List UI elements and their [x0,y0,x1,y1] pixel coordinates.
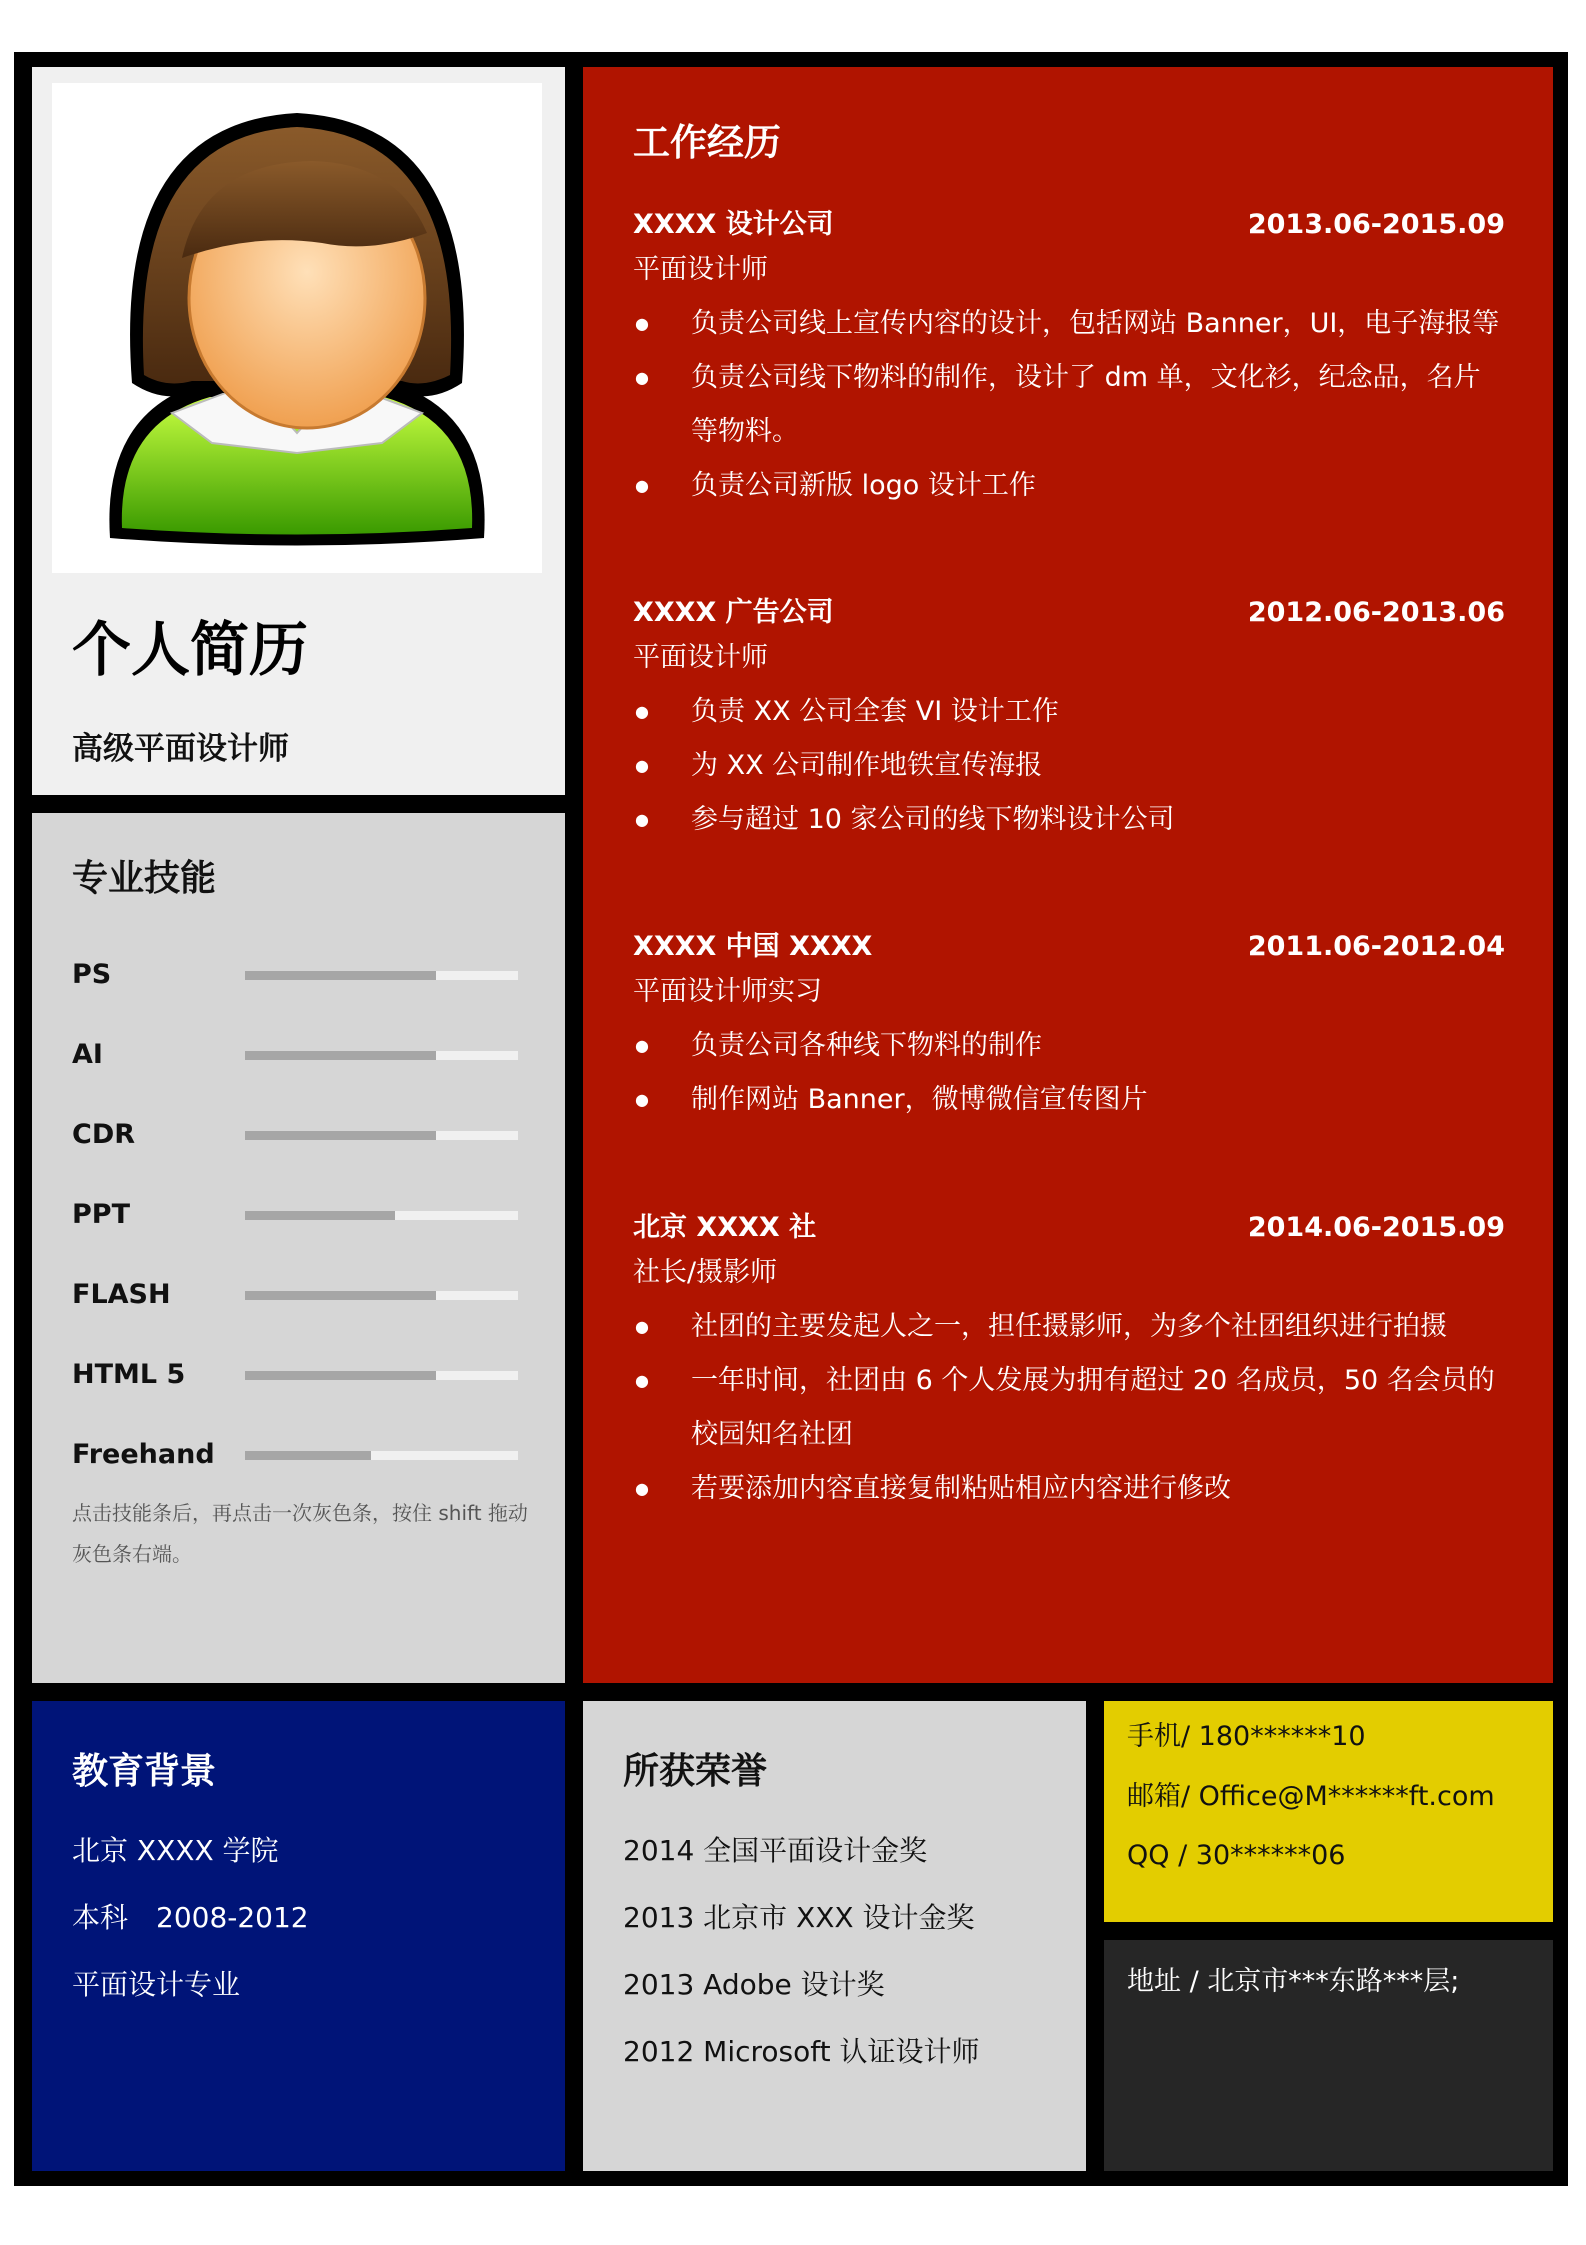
skill-row [72,1275,532,1315]
job-bullet: ● 若要添加内容直接复制粘贴相应内容进行修改 [633,1462,1505,1516]
job-entry [633,929,1505,1127]
education-school: 北京 XXXX 学院 [72,1834,279,1867]
skill-bar-track[interactable] [245,1051,518,1060]
company-name: 北京 XXXX 社 [633,1212,817,1243]
skill-row [72,1035,532,1075]
job-entry [633,1210,1505,1516]
skill-name: CDR [72,1119,136,1150]
skill-bar-fill[interactable] [245,1371,436,1380]
job-bullet: ● 负责 XX 公司全套 VI 设计工作 [633,685,1505,739]
honor-item: 2012 Microsoft 认证设计师 [623,2035,980,2068]
avatar[interactable] [52,83,542,573]
job-title: 高级平面设计师 [72,731,289,767]
skills-panel [32,813,565,1683]
skill-row [72,1435,532,1475]
job-dates: 2012.06-2013.06 [1247,597,1505,628]
honor-item: 2013 Adobe 设计奖 [623,1968,885,2001]
skill-bar-fill[interactable] [245,971,436,980]
contact-phone: 手机/ 180******10 [1127,1721,1366,1752]
skill-bar-track[interactable] [245,1211,518,1220]
skill-bar-track[interactable] [245,1291,518,1300]
profile-panel [32,67,565,795]
job-dates: 2014.06-2015.09 [1247,1212,1505,1243]
job-dates: 2011.06-2012.04 [1247,931,1505,962]
skill-bar-fill[interactable] [245,1291,436,1300]
company-name: XXXX 设计公司 [633,209,834,240]
skill-bar-track[interactable] [245,1131,518,1140]
contact-address: 地址 / 北京市***东路***层; [1127,1966,1460,1997]
company-name: XXXX 中国 XXXX [633,931,873,962]
skill-bar-fill[interactable] [245,1131,436,1140]
education-major: 平面设计专业 [72,1968,241,2001]
job-role: 社长/摄影师 [633,1257,778,1288]
skill-note: 点击技能条后，再点击一次灰色条，按住 shift 拖动灰色条右端。 [72,1501,528,1566]
skill-row [72,1115,532,1155]
honors-heading: 所获荣誉 [623,1751,768,1792]
job-bullet: ● 负责公司各种线下物料的制作 [633,1019,1505,1073]
job-bullet: ● 一年时间，社团由 6 个人发展为拥有超过 20 名成员，50 名会员的校园知名社团 [633,1354,1505,1462]
skill-name: PPT [72,1199,130,1230]
experience-panel [583,67,1553,1683]
honor-item: 2014 全国平面设计金奖 [623,1834,928,1867]
job-entry [633,207,1505,513]
job-bullet: ● 参与超过 10 家公司的线下物料设计公司 [633,793,1505,847]
skill-name: Freehand [72,1439,215,1470]
education-panel [32,1701,565,2171]
education-degree: 本科 2008-2012 [72,1901,309,1934]
contact-panel [1104,1701,1553,1922]
skill-name: FLASH [72,1279,171,1310]
job-bullet: ● 制作网站 Banner，微博微信宣传图片 [633,1073,1505,1127]
skill-bar-track[interactable] [245,1451,518,1460]
education-heading: 教育背景 [72,1751,217,1792]
address-panel [1104,1940,1553,2171]
job-bullet: ● 负责公司线下物料的制作，设计了 dm 单，文化衫，纪念品，名片等物料。 [633,351,1505,459]
skill-row [72,1355,532,1395]
job-bullet: ● 为 XX 公司制作地铁宣传海报 [633,739,1505,793]
job-dates: 2013.06-2015.09 [1247,209,1505,240]
skill-row [72,955,532,995]
skill-bar-fill[interactable] [245,1051,436,1060]
skills-heading: 专业技能 [72,858,217,899]
avatar-illustration-icon [52,83,542,573]
job-bullet: ● 负责公司新版 logo 设计工作 [633,459,1505,513]
job-role: 平面设计师 [633,642,768,673]
contact-email[interactable]: 邮箱/ Office@M******ft.com [1127,1781,1495,1812]
skill-bar-track[interactable] [245,1371,518,1380]
honor-item: 2013 北京市 XXX 设计金奖 [623,1901,975,1934]
contact-qq: QQ / 30******06 [1127,1840,1346,1871]
honors-panel [583,1701,1086,2171]
job-entry [633,595,1505,847]
job-bullet: ● 社团的主要发起人之一，担任摄影师，为多个社团组织进行拍摄 [633,1300,1505,1354]
skill-name: PS [72,959,112,990]
job-bullet: ● 负责公司线上宣传内容的设计，包括网站 Banner，UI，电子海报等 [633,297,1505,351]
skill-bar-track[interactable] [245,971,518,980]
skill-name: AI [72,1039,103,1070]
company-name: XXXX 广告公司 [633,597,834,628]
skill-row [72,1195,532,1235]
resume-title: 个人简历 [72,615,309,684]
skill-name: HTML 5 [72,1359,186,1390]
job-role: 平面设计师实习 [633,976,822,1007]
job-role: 平面设计师 [633,254,768,285]
experience-heading: 工作经历 [633,121,781,164]
skill-bar-fill[interactable] [245,1211,395,1220]
skill-bar-fill[interactable] [245,1451,371,1460]
